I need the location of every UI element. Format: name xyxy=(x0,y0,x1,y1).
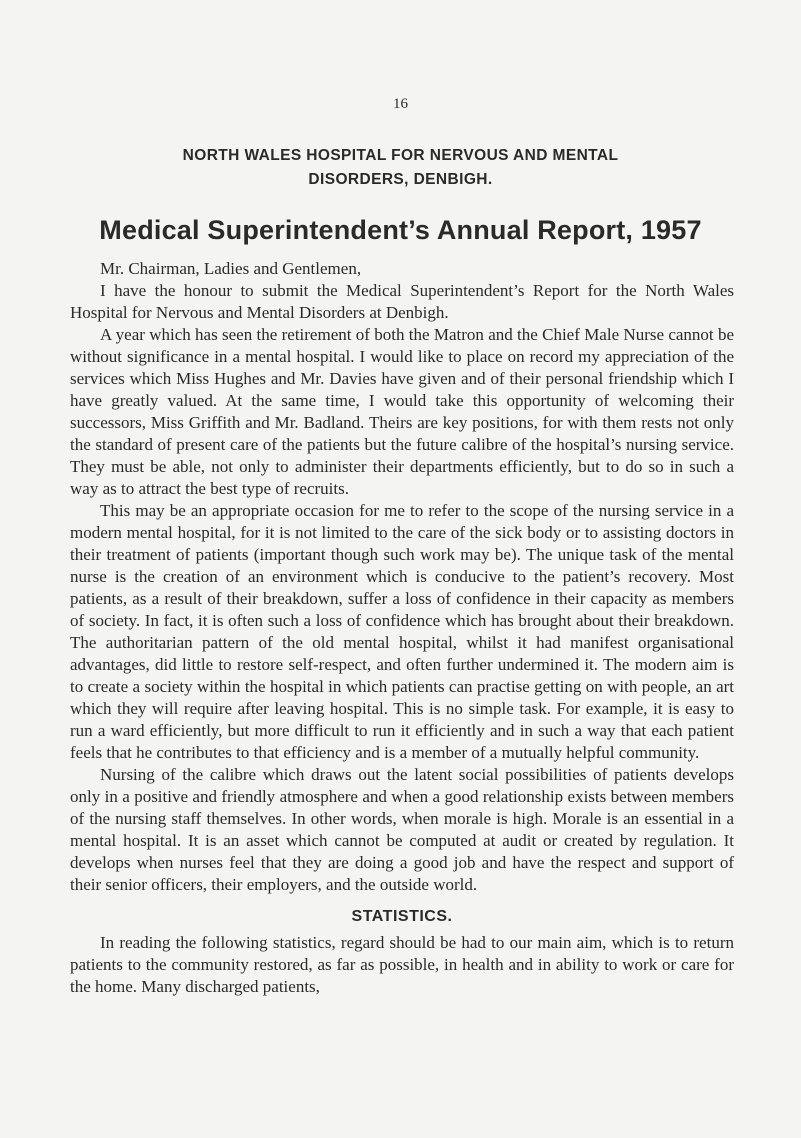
page-number: 16 xyxy=(393,96,408,112)
hospital-heading-line-1: NORTH WALES HOSPITAL FOR NERVOUS AND MENTAL xyxy=(182,147,619,164)
hospital-heading-line-2: DISORDERS, DENBIGH. xyxy=(308,171,493,188)
hospital-heading xyxy=(60,144,741,192)
statistics-heading: STATISTICS. xyxy=(351,908,453,925)
report-body xyxy=(70,258,734,998)
paragraph-3: This may be an appropriate occasion for me to refer to the scope of the nursing service in a modern mental hospital, for it is not limited to the care of the sick body or to assisting doctors in their treatment of patients (important though such work may be). The unique task of the mental nurse is the creation of an environment which is conducive to the patient’s recovery. Most patients, as a result of their breakdown, suffer a loss of confidence in their capacity as members of society. In fact, it is often such a loss of confidence which has brought about their breakdown. The authoritarian pattern of the old mental hospital, whilst it had manifest organisational advantages, did little to restore self-respect, and often further undermined it. The modern aim is to create a society within the hospital in which patients can practise getting on with people, an art which they will require after leaving hospital. This is no simple task. For example, it is easy to run a ward efficiently, but more difficult to run it efficiently and in such a way that each patient feels that he contributes to that efficiency and is a member of a mutually helpful community. xyxy=(70,501,734,762)
salutation: Mr. Chairman, Ladies and Gentlemen, xyxy=(100,259,362,278)
paragraph-1: I have the honour to submit the Medical Superintendent’s Report for the North Wales Hospital for Nervous and Mental Disorders at Denbigh. xyxy=(70,281,734,322)
paragraph-4: Nursing of the calibre which draws out the latent social possibilities of patients develops only in a positive and friendly atmosphere and when a good relationship exists between members of the nursing staff themselves. In other words, when morale is high. Morale is an essential in a mental hospital. It is an asset which cannot be computed at audit or created by regulation. It develops when nurses feel that they are doing a good job and have the respect and support of their senior officers, their employers, and the outside world. xyxy=(70,765,734,894)
statistics-paragraph: In reading the following statistics, regard should be had to our main aim, which is to return patients to the community restored, as far as possible, in health and in ability to work or care for the home. Many discharged patients, xyxy=(70,933,734,996)
report-title: Medical Superintendent’s Annual Report, 1957 xyxy=(99,215,702,245)
paragraph-2: A year which has seen the retirement of both the Matron and the Chief Male Nurse cannot be without significance in a mental hospital. I would like to place on record my appreciation of the services which Miss Hughes and Mr. Davies have given and of their personal friendship which I have greatly valued. At the same time, I would take this opportunity of welcoming their successors, Miss Griffith and Mr. Badland. Theirs are key positions, for with them rests not only the standard of present care of the patients but the future calibre of the hospital’s nursing service. They must be able, not only to administer their departments efficiently, but to do so in such a way as to attract the best type of recruits. xyxy=(70,325,734,498)
